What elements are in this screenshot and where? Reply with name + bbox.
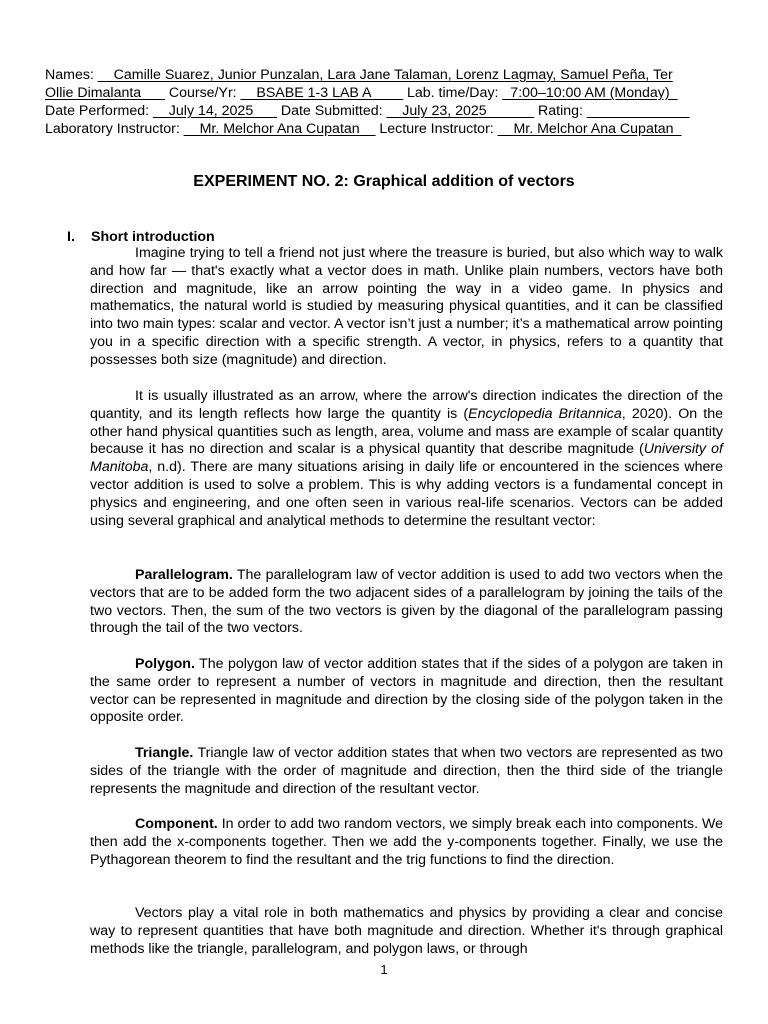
section-title: Short introduction — [91, 229, 215, 245]
component-term: Component. — [135, 816, 218, 832]
section-heading — [67, 228, 215, 246]
header-course-line — [45, 84, 725, 102]
parallelogram-term: Parallelogram. — [135, 567, 233, 583]
lecture-instructor-label: Lecture Instructor: — [375, 121, 498, 137]
date-submitted-value: __July 23, 2025______ — [386, 103, 535, 119]
p2-text-c: , n.d). There are many situations arising in daily life or encountered in the sciences where vector addition is used to solve a problem. This is why adding vectors is a fundamental concept in physics and engineering, and one often seen in various real-life scenarios. Vectors can be added using several graphical and analytical methods to determine the resultant vector: — [90, 459, 723, 529]
rating-value: _____________ — [586, 103, 690, 119]
names-value-continued: Ollie Dimalanta___ — [45, 85, 165, 101]
experiment-title: EXPERIMENT NO. 2: Graphical addition of vectors — [193, 173, 575, 190]
lab-time-value: _7:00–10:00 AM (Monday)_ — [502, 85, 678, 101]
p2-text-b: , 2020). On the other hand physical quantities such as length, area, volume and mass are example of scalar quantity because it has no direction and scalar is a physical quantity that describe magnitude ( — [90, 405, 723, 458]
triangle-term: Triangle. — [135, 745, 194, 761]
parallelogram-paragraph — [90, 567, 723, 638]
closing-paragraph: Vectors play a vital role in both mathematics and physics by providing a clear and concise way to represent quantities that have both magnitude and direction. Whether it's through graphical methods like the triangle, parallelogram, and polygon laws, or through — [90, 905, 723, 957]
triangle-paragraph — [90, 745, 723, 798]
polygon-term: Polygon. — [135, 656, 195, 672]
page-number: 1 — [380, 962, 388, 977]
date-performed-label: Date Performed: — [45, 103, 154, 119]
lab-time-label: Lab. time/Day: — [403, 85, 503, 101]
names-label: Names: — [45, 67, 98, 83]
course-value: __BSABE 1-3 LAB A____ — [240, 85, 404, 101]
date-submitted-label: Date Submitted: — [276, 103, 387, 119]
names-value: __Camille Suarez, Junior Punzalan, Lara Jane Talaman, Lorenz Lagmay, Samuel Peña, Ter — [97, 67, 673, 83]
lab-instructor-label: Laboratory Instructor: — [45, 121, 184, 137]
intro-paragraph-1: Imagine trying to tell a friend not just where the treasure is buried, but also which way to walk and how far — that's exactly what a vector does in math. Unlike plain numbers, vectors have both direction and magnitude, like an arrow pointing the way in a video game. In physics and mathematics, the natural world is studied by measuring physical quantities, and it can be classified into two main types: scalar and vector. A vector isn’t just a number; it’s a mathematical arrow pointing you in a specific direction with a specific strength. A vector, in physics, refers to a quantity that possesses both size (magnitude) and direction. — [90, 245, 723, 368]
header-names-line — [45, 66, 725, 84]
citation-britannica: Encyclopedia Britannica — [468, 405, 622, 422]
citation-manitoba: University of Manitoba — [90, 441, 723, 476]
polygon-paragraph — [90, 656, 723, 727]
lab-instructor-value: __Mr. Melchor Ana Cupatan__ — [183, 121, 376, 137]
course-label: Course/Yr: — [164, 85, 241, 101]
triangle-text: Triangle law of vector addition states that when two vectors are represented as two sides of the triangle with the order of magnitude and direction, then the third side of the triangle represents the magnitude and direction of the resultant vector. — [90, 745, 723, 797]
header-instructors-line — [45, 120, 725, 138]
parallelogram-text: The parallelogram law of vector addition is used to add two vectors when the vectors that are to be added form the two adjacent sides of a parallelogram by joining the tails of the two vectors. Then, the sum of the two vectors is given by the diagonal of the parallelogram passing through the tail of the two vectors. — [90, 567, 723, 637]
header-dates-line — [45, 102, 725, 120]
date-performed-value: __July 14, 2025___ — [153, 103, 277, 119]
rating-label: Rating: — [534, 103, 587, 119]
lecture-instructor-value: __Mr. Melchor Ana Cupatan_ — [497, 121, 682, 137]
polygon-text: The polygon law of vector addition states that if the sides of a polygon are taken in the same order to represent a number of vectors in magnitude and direction, then the resultant vector can be represented in magnitude and direction by the closing side of the polygon taken in the opposite order. — [90, 656, 723, 726]
p2-text-a: It is usually illustrated as an arrow, where the arrow's direction indicates the direction of the quantity, and its length reflects how large the quantity is ( — [90, 388, 723, 422]
section-number: I. — [67, 229, 75, 245]
component-paragraph — [90, 816, 723, 869]
component-text: In order to add two random vectors, we simply break each into components. We then add the x-components together. Then we add the y-components together. Finally, we use the Pythagorean theorem to find the resultant and the trig functions to find the direction. — [90, 816, 723, 868]
intro-paragraph-2 — [90, 388, 723, 530]
